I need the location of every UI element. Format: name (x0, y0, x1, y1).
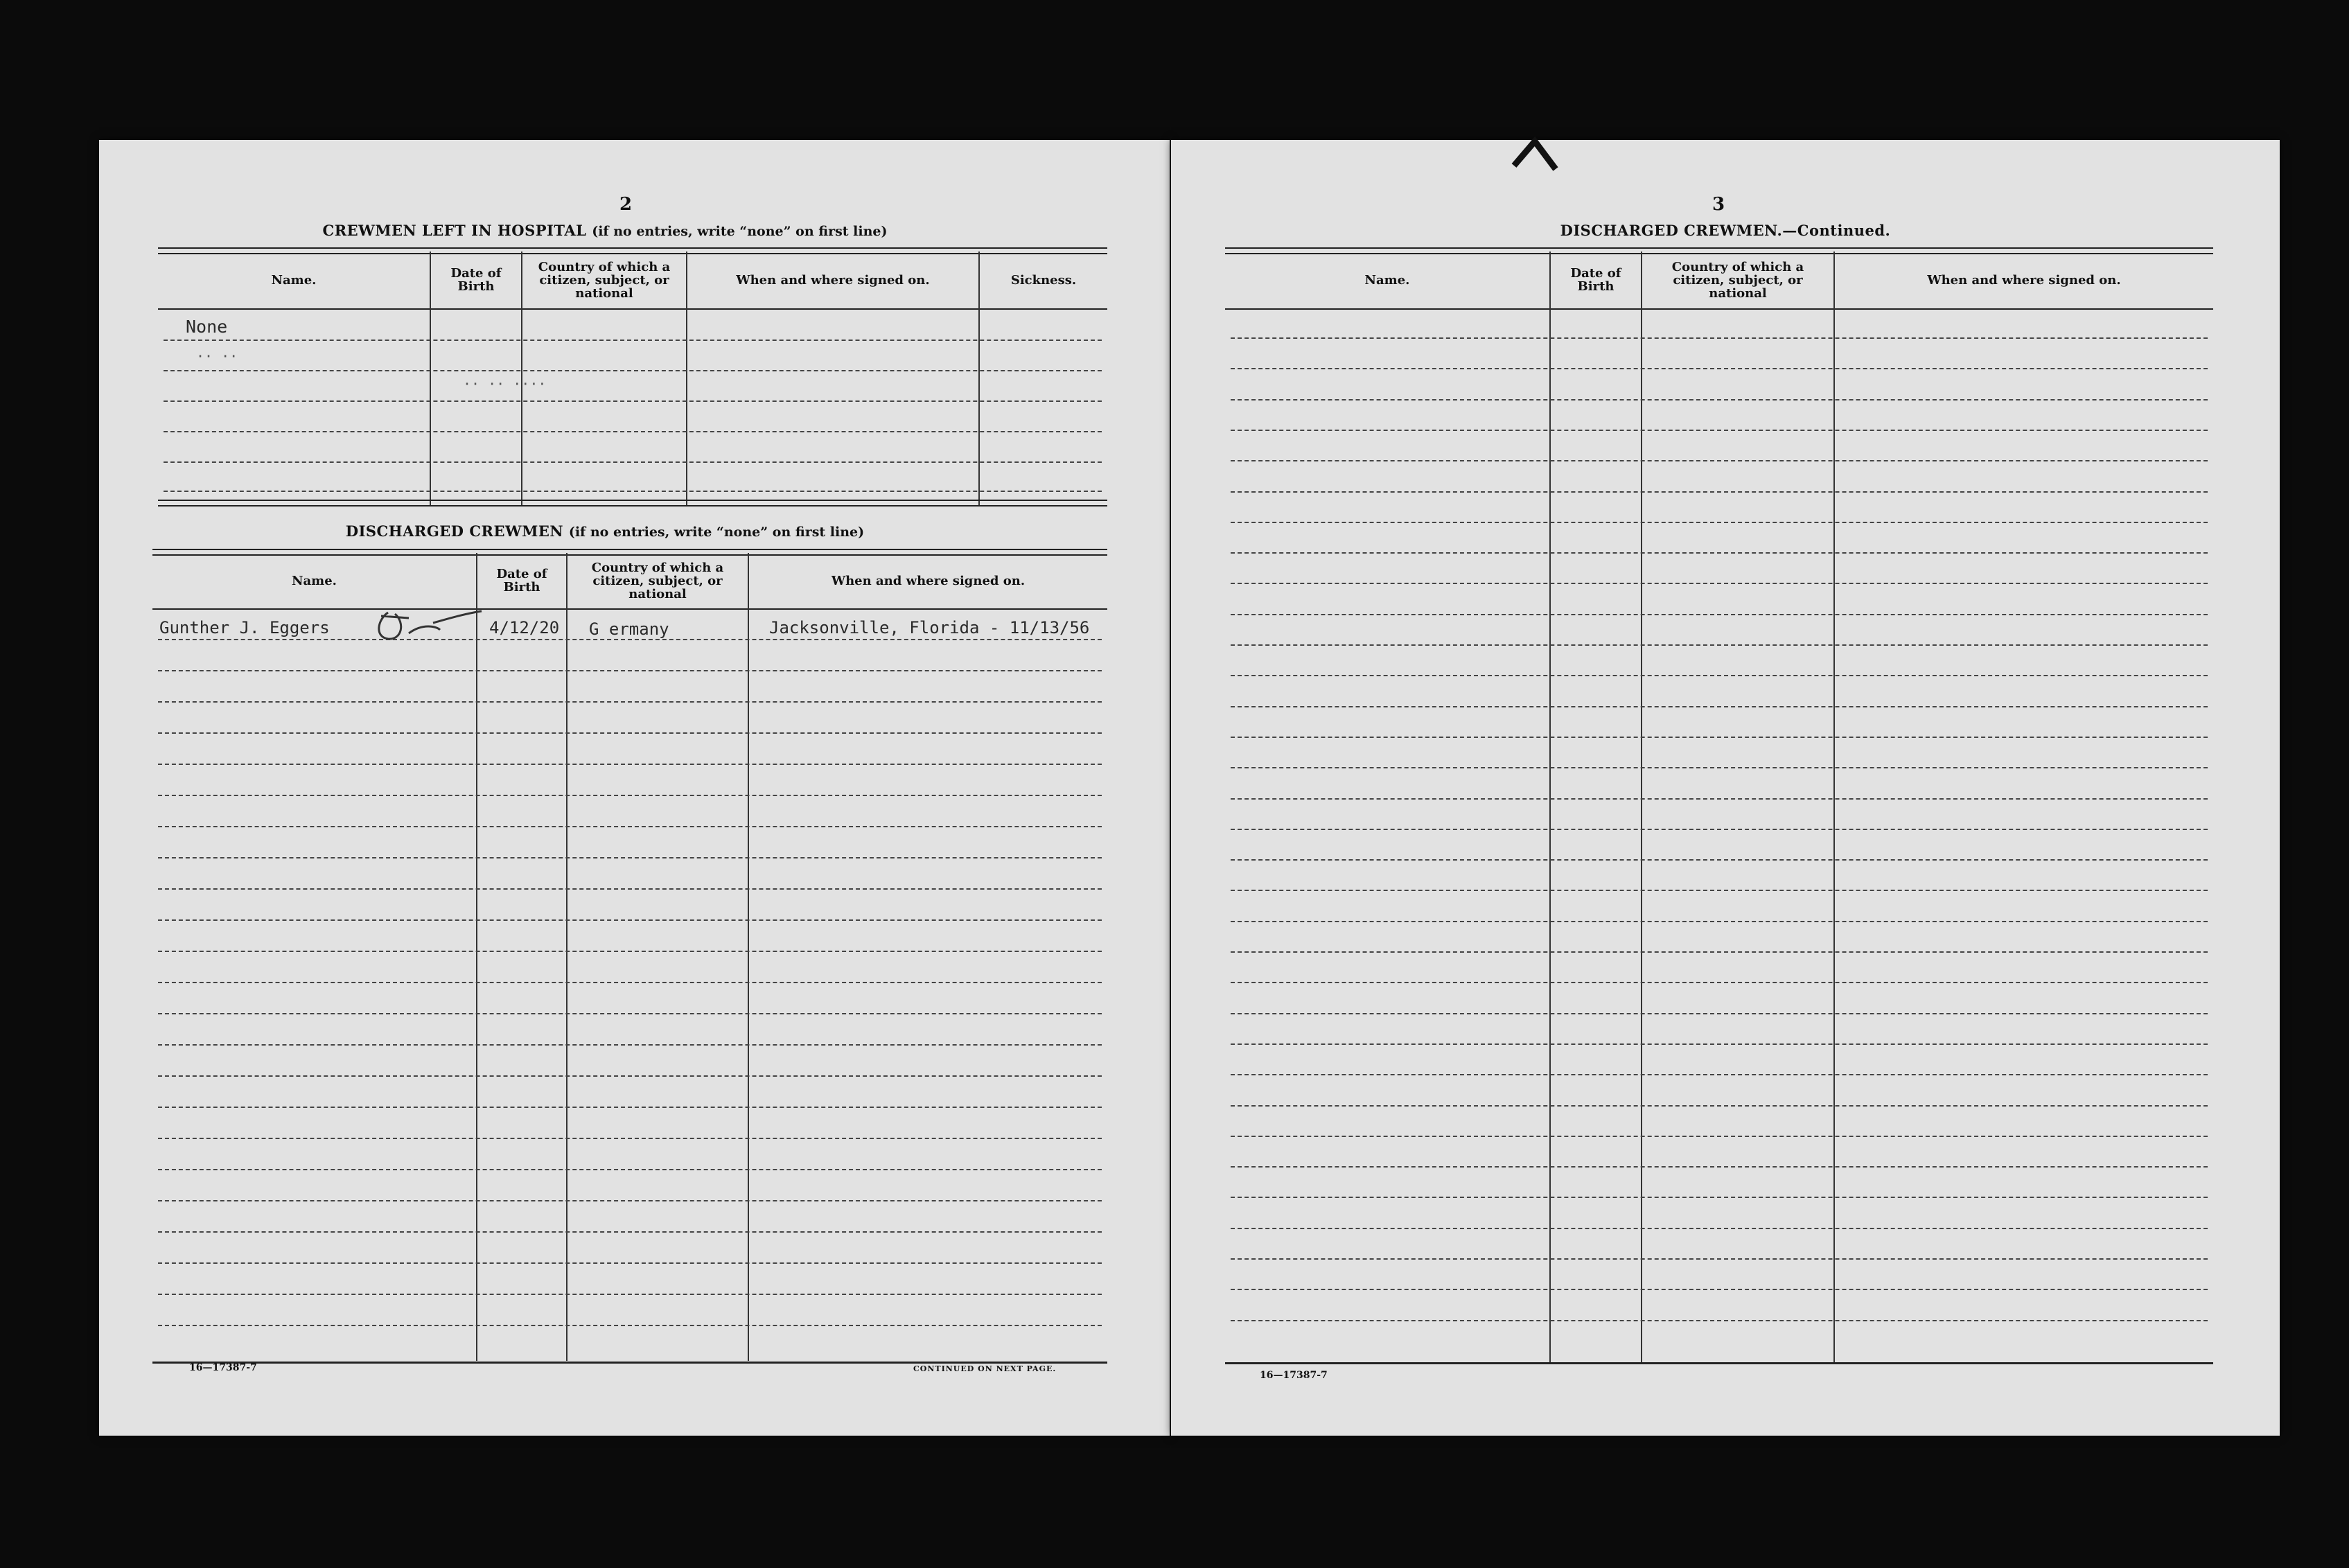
row-line (158, 701, 1102, 703)
discharged-name-column (152, 553, 477, 1361)
row-line (158, 764, 1102, 765)
row-line (158, 1044, 1102, 1046)
header-country: Country of which a citizen, subject, or national (1642, 252, 1833, 310)
row-line (158, 732, 1102, 734)
continued-signed-column (1835, 252, 2213, 1363)
caret-mark-icon (1504, 134, 1566, 176)
row-line (158, 1169, 1102, 1170)
row-line (1231, 644, 2208, 646)
row-line (1231, 1197, 2208, 1198)
row-line (158, 888, 1102, 890)
faint-mark: ·· ·· (196, 348, 238, 364)
initials-signature-icon (367, 606, 485, 647)
row-line (1231, 522, 2208, 523)
row-line (1231, 1228, 2208, 1229)
row-line (158, 1107, 1102, 1108)
hospital-entry: None (186, 317, 228, 337)
row-line (158, 826, 1102, 827)
row-line (164, 461, 1102, 463)
row-line (1231, 1013, 2208, 1014)
row-line (1231, 491, 2208, 493)
row-line (1231, 675, 2208, 676)
row-line (158, 1013, 1102, 1014)
bottom-rule (152, 1362, 1107, 1364)
discharged-dob-entry: 4/12/20 (489, 618, 560, 637)
double-rule (158, 500, 1107, 506)
discharged-country-entry: G ermany (589, 619, 669, 639)
hospital-sickness-column (980, 252, 1107, 505)
row-line (158, 1294, 1102, 1295)
section-title-text: CREWMEN LEFT IN HOSPITAL (322, 222, 587, 239)
hospital-table (158, 247, 1107, 505)
row-line (1231, 798, 2208, 800)
header-name: Name. (158, 252, 430, 310)
row-line (158, 857, 1102, 858)
continued-name-column (1225, 252, 1551, 1363)
discharged-name-entry: Gunther J. Eggers (159, 618, 330, 637)
page-number: 2 (619, 194, 633, 215)
header-signed: When and where signed on. (687, 252, 978, 310)
row-line (1231, 1043, 2208, 1045)
row-line (1231, 1320, 2208, 1321)
row-line (158, 795, 1102, 796)
row-line (1231, 921, 2208, 922)
row-line (158, 951, 1102, 952)
row-line (1231, 1258, 2208, 1260)
row-line (158, 1200, 1102, 1201)
discharged-signed-column (749, 553, 1107, 1361)
continued-dob-column (1551, 252, 1642, 1363)
row-line (1231, 1136, 2208, 1137)
row-line (164, 400, 1102, 402)
header-dob: Date of Birth (1551, 252, 1641, 310)
header-dob: Date of Birth (431, 252, 521, 310)
row-line (158, 1262, 1102, 1264)
row-line (158, 1075, 1102, 1077)
row-line (1231, 706, 2208, 707)
row-line (1231, 767, 2208, 768)
discharged-signed-entry: Jacksonville, Florida - 11/13/56 (769, 618, 1090, 637)
row-line (1231, 399, 2208, 400)
header-signed: When and where signed on. (749, 553, 1107, 610)
row-line (158, 919, 1102, 921)
form-page-right (1171, 140, 2280, 1436)
discharged-dob-column (477, 553, 568, 1361)
row-line (1231, 614, 2208, 615)
header-country: Country of which a citizen, subject, or national (522, 252, 686, 310)
section-title-note: (if no entries, write “none” on first line) (568, 525, 865, 540)
header-signed: When and where signed on. (1835, 252, 2213, 310)
discharged-continued-table (1225, 247, 2213, 1363)
continued-country-column (1642, 252, 1835, 1363)
row-line (1231, 1105, 2208, 1107)
row-line (1231, 430, 2208, 431)
row-line (1231, 951, 2208, 953)
header-name: Name. (1225, 252, 1549, 310)
header-name: Name. (152, 553, 476, 610)
row-line (158, 982, 1102, 983)
row-line (1231, 890, 2208, 891)
header-dob: Date of Birth (477, 553, 566, 610)
page-number: 3 (1712, 194, 1725, 215)
row-line (1231, 1166, 2208, 1168)
form-page-left (99, 140, 1170, 1436)
row-line (158, 1138, 1102, 1139)
row-line (164, 370, 1102, 371)
row-line (158, 639, 1102, 640)
row-line (164, 491, 1102, 492)
hospital-country-column (522, 252, 687, 505)
row-line (1231, 583, 2208, 584)
row-line (1231, 982, 2208, 983)
row-line (1231, 460, 2208, 461)
row-line (1231, 552, 2208, 554)
row-line (158, 1325, 1102, 1326)
row-line (164, 431, 1102, 432)
bottom-rule (1225, 1362, 2213, 1364)
row-line (1231, 737, 2208, 738)
section-title-text: DISCHARGED CREWMEN (345, 522, 564, 540)
continued-note: CONTINUED ON NEXT PAGE. (913, 1364, 1057, 1373)
discharged-continued-title: DISCHARGED CREWMEN.—Continued. (1560, 222, 1891, 239)
faint-mark: ·· ·· ···· (463, 376, 547, 392)
hospital-signed-column (687, 252, 980, 505)
discharged-country-column (568, 553, 749, 1361)
form-code: 16—17387-7 (189, 1362, 257, 1373)
row-line (1231, 1289, 2208, 1290)
row-line (1231, 859, 2208, 861)
row-line (1231, 368, 2208, 369)
hospital-name-column (158, 252, 431, 505)
row-line (1231, 1074, 2208, 1075)
row-line (158, 670, 1102, 671)
header-country: Country of which a citizen, subject, or national (568, 553, 748, 610)
discharged-section-title (155, 522, 1055, 540)
header-sickness: Sickness. (980, 252, 1107, 310)
section-title-note: (if no entries, write “none” on first line) (592, 224, 888, 239)
form-code: 16—17387-7 (1260, 1370, 1328, 1381)
discharged-table (152, 549, 1107, 1361)
row-line (1231, 829, 2208, 830)
row-line (1231, 337, 2208, 339)
row-line (164, 340, 1102, 341)
hospital-section-title (155, 222, 1055, 239)
row-line (158, 1231, 1102, 1233)
